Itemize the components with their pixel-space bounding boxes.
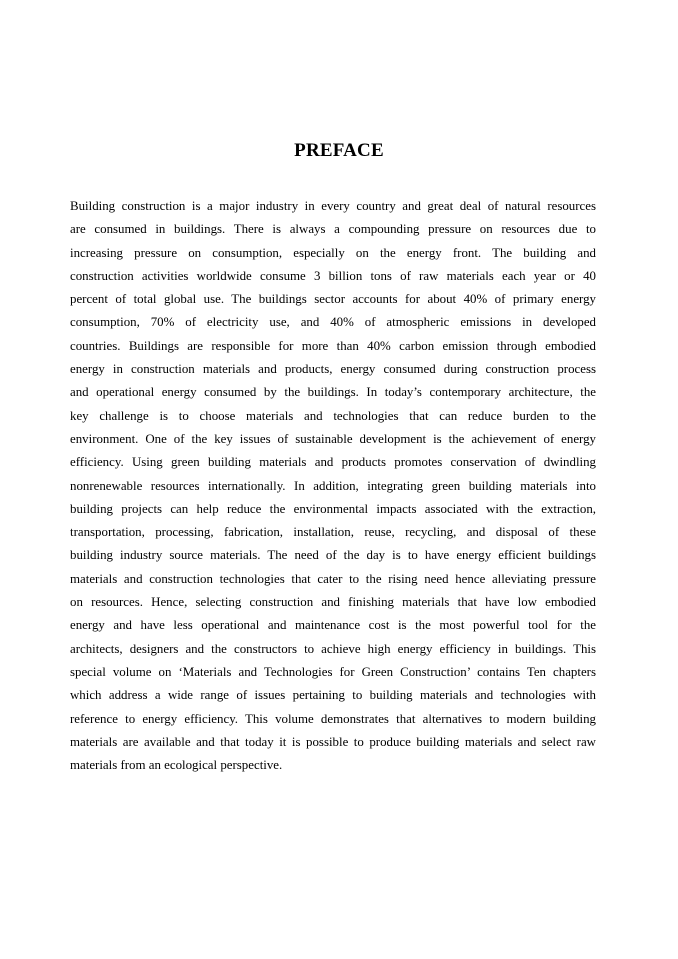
paragraph-line: Building construction is a major industry in every country and great deal of natural resources bbox=[70, 199, 596, 213]
paragraph-line: materials and construction technologies that cater to the rising need hence alleviating pressure bbox=[70, 571, 596, 586]
paragraph-line-last: materials from an ecological perspective. bbox=[70, 758, 283, 773]
paragraph-line: energy in construction materials and products, energy consumed during construction process bbox=[70, 362, 596, 377]
paragraph-line: percent of total global use. The buildings sector accounts for about 40% of primary energy bbox=[70, 292, 596, 307]
paragraph-line: reference to energy efficiency. This volume demonstrates that alternatives to modern building bbox=[70, 711, 596, 726]
preface-paragraph bbox=[70, 195, 596, 777]
paragraph-line: key challenge is to choose materials and technologies that can reduce burden to the bbox=[70, 408, 596, 423]
paragraph-line: consumption, 70% of electricity use, and 40% of atmospheric emissions in developed bbox=[70, 315, 596, 330]
page-title: PREFACE bbox=[294, 140, 384, 161]
paragraph-line: efficiency. Using green building materials and products promotes conservation of dwindling bbox=[70, 455, 596, 470]
paragraph-line: increasing pressure on consumption, especially on the energy front. The building and bbox=[70, 245, 596, 260]
paragraph-line: transportation, processing, fabrication, installation, reuse, recycling, and disposal of these bbox=[70, 525, 596, 540]
paragraph-line: nonrenewable resources internationally. In addition, integrating green building materials into bbox=[70, 478, 596, 493]
paragraph-line: construction activities worldwide consume 3 billion tons of raw materials each year or 40 bbox=[70, 268, 596, 283]
paragraph-line: which address a wide range of issues pertaining to building materials and technologies with bbox=[70, 688, 596, 703]
paragraph-line: are consumed in buildings. There is always a compounding pressure on resources due to bbox=[70, 222, 596, 237]
paragraph-line: on resources. Hence, selecting construction and finishing materials that have low embodied bbox=[70, 595, 596, 610]
paragraph-line: countries. Buildings are responsible for more than 40% carbon emission through embodied bbox=[70, 338, 596, 353]
paragraph-line: building industry source materials. The need of the day is to have energy efficient buildings bbox=[70, 548, 596, 563]
paragraph-line: environment. One of the key issues of sustainable development is the achievement of energy bbox=[70, 431, 596, 446]
paragraph-line: materials are available and that today it is possible to produce building materials and select raw bbox=[70, 734, 596, 749]
paragraph-line: building projects can help reduce the environmental impacts associated with the extraction, bbox=[70, 501, 596, 516]
paragraph-line: special volume on ‘Materials and Technologies for Green Construction’ contains Ten chapters bbox=[70, 664, 596, 679]
paragraph-line: energy and have less operational and maintenance cost is the most powerful tool for the bbox=[70, 618, 596, 633]
paragraph-line: architects, designers and the constructors to achieve high energy efficiency in buildings. This bbox=[70, 641, 596, 656]
paragraph-line: and operational energy consumed by the buildings. In today’s contemporary architecture, the bbox=[70, 385, 596, 400]
